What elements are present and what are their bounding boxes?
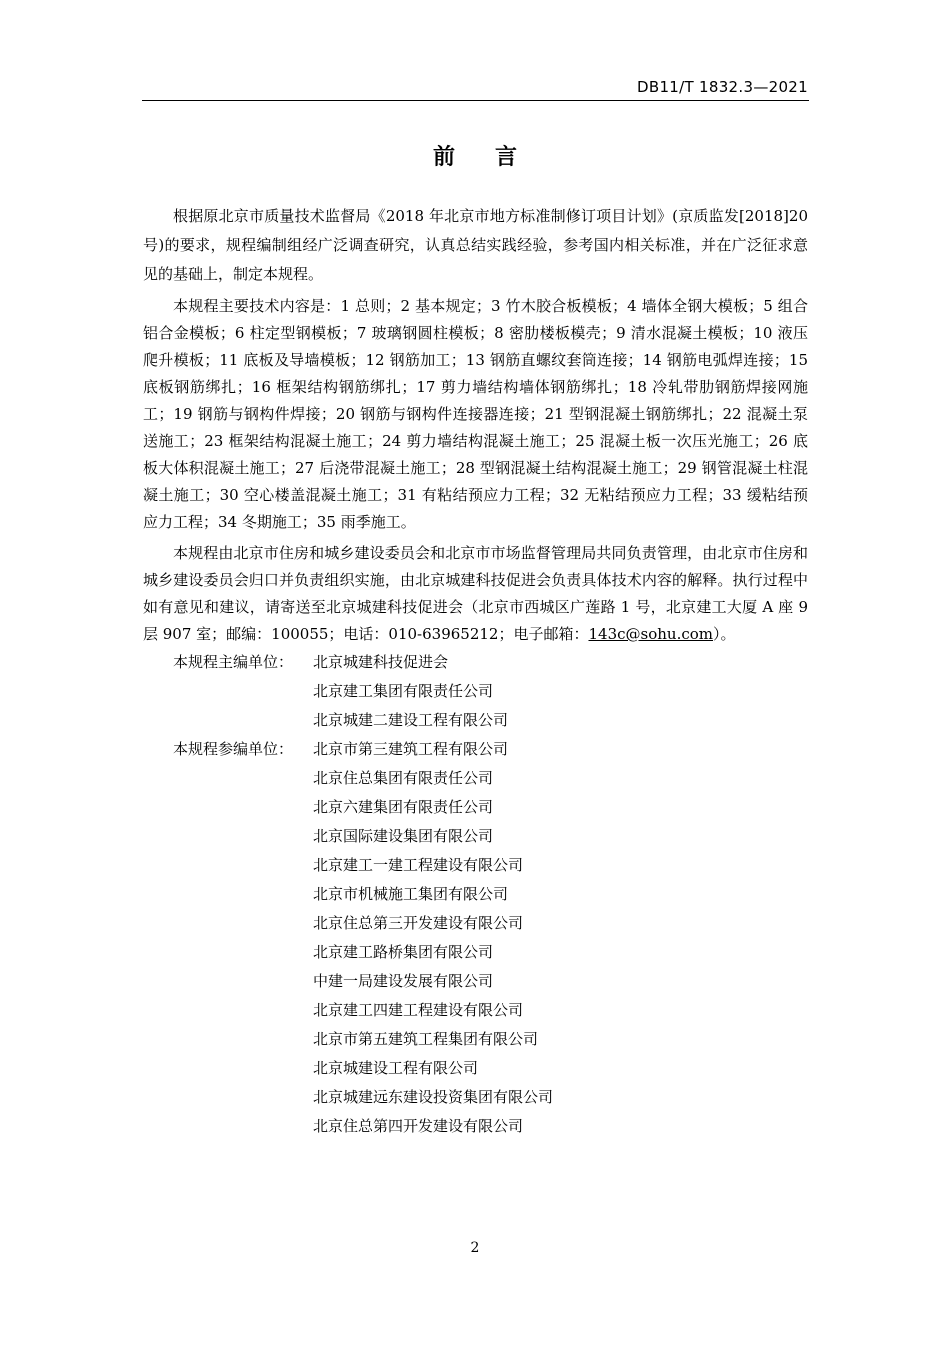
- unit-label-spacer: [143, 851, 313, 880]
- unit-label-spacer: [143, 793, 313, 822]
- unit-name: 北京市机械施工集团有限公司: [313, 885, 509, 903]
- unit-row: [143, 1112, 808, 1141]
- unit-row: [143, 851, 808, 880]
- paragraph-main-contents: 本规程主要技术内容是：1 总则；2 基本规定；3 竹木胶合板模板；4 墙体全钢大模板；5 组合铝合金模板；6 柱定型钢模板；7 玻璃钢圆柱模板；8 密肋楼板模壳；9 清水混凝土模板；10 液压爬升模板；11 底板及导墙模板；12 钢筋加工；13 钢筋直螺纹套筒连接；14 钢筋电弧焊连接；15 底板钢筋绑扎；16 框架结构钢筋绑扎；17 剪力墙结构墙体钢筋绑扎；18 冷轧带肋钢筋焊接网施工；19 钢筋与钢构件焊接；20 钢筋与钢构件连接器连接；21 型钢混凝土钢筋绑扎；22 混凝土泵送施工；23 框架结构混凝土施工；24 剪力墙结构混凝土施工；25 混凝土板一次压光施工；26 底板大体积混凝土施工；27 后浇带混凝土施工；28 型钢混凝土结构混凝土施工；29 钢管混凝土柱混凝土施工；30 空心楼盖混凝土施工；31 有粘结预应力工程；32 无粘结预应力工程；33 缓粘结预应力工程；34 冬期施工；35 雨季施工。: [143, 297, 808, 531]
- unit-label-spacer: [143, 1083, 313, 1112]
- unit-name: 北京城建设工程有限公司: [313, 1059, 479, 1077]
- unit-row: [143, 880, 808, 909]
- unit-name: 北京建工四建工程建设有限公司: [313, 1001, 524, 1019]
- unit-name: 北京建工一建工程建设有限公司: [313, 856, 524, 874]
- unit-label-spacer: [143, 967, 313, 996]
- email-link[interactable]: 143c@sohu.com: [588, 625, 713, 643]
- unit-row: [143, 735, 808, 764]
- unit-row: [143, 706, 808, 735]
- unit-name: 中建一局建设发展有限公司: [313, 972, 494, 990]
- unit-group-label: 本规程主编单位：: [173, 653, 294, 671]
- management-end: ）。: [713, 625, 736, 643]
- unit-label-spacer: [143, 764, 313, 793]
- document-body: [143, 202, 808, 1141]
- unit-label-spacer: [143, 1054, 313, 1083]
- unit-row: [143, 764, 808, 793]
- paragraph-management: [143, 540, 808, 648]
- unit-name: 北京住总第四开发建设有限公司: [313, 1117, 524, 1135]
- unit-row: [143, 677, 808, 706]
- unit-row: [143, 1083, 808, 1112]
- unit-row: [143, 938, 808, 967]
- page-title: 前言: [432, 145, 557, 170]
- unit-name: 北京住总第三开发建设有限公司: [313, 914, 524, 932]
- unit-group-label: 本规程参编单位：: [173, 740, 294, 758]
- unit-name: 北京城建科技促进会: [313, 653, 449, 671]
- unit-name: 北京城建二建设工程有限公司: [313, 711, 509, 729]
- unit-label-spacer: [143, 677, 313, 706]
- page-number: 2: [470, 1240, 480, 1256]
- unit-row: [143, 909, 808, 938]
- document-code: DB11/T 1832.3—2021: [637, 78, 808, 96]
- unit-name: 北京住总集团有限责任公司: [313, 769, 494, 787]
- unit-label-spacer: [143, 706, 313, 735]
- unit-row: [143, 822, 808, 851]
- unit-row: [143, 793, 808, 822]
- header-rule: [142, 100, 809, 101]
- unit-name: 北京建工路桥集团有限公司: [313, 943, 494, 961]
- unit-label-spacer: [143, 909, 313, 938]
- unit-row: [143, 1025, 808, 1054]
- unit-row: [143, 1054, 808, 1083]
- unit-row: [143, 648, 808, 677]
- unit-label-spacer: [143, 1025, 313, 1054]
- unit-label-spacer: [143, 1112, 313, 1141]
- unit-label-spacer: [143, 938, 313, 967]
- unit-row: [143, 967, 808, 996]
- unit-row: [143, 996, 808, 1025]
- unit-name: 北京建工集团有限责任公司: [313, 682, 494, 700]
- unit-name: 北京市第三建筑工程有限公司: [313, 740, 509, 758]
- unit-name: 北京国际建设集团有限公司: [313, 827, 494, 845]
- unit-name: 北京六建集团有限责任公司: [313, 798, 494, 816]
- unit-label-spacer: [143, 822, 313, 851]
- management-text: 本规程由北京市住房和城乡建设委员会和北京市市场监督管理局共同负责管理，由北京市住房和城乡建设委员会归口并负责组织实施，由北京城建科技促进会负责具体技术内容的解释。执行过程中如有意见和建议，请寄送至北京城建科技促进会（北京市西城区广莲路 1 号，北京建工大厦 A 座 9 层 907 室；邮编：100055；电话：010-63965212；电子邮箱：: [143, 544, 808, 643]
- paragraph-plan-basis: 根据原北京市质量技术监督局《2018 年北京市地方标准制修订项目计划》(京质监发[2018]20 号)的要求，规程编制组经广泛调查研究，认真总结实践经验，参考国内相关标准，并在广泛征求意见的基础上，制定本规程。: [143, 207, 808, 283]
- participating-units: [143, 735, 808, 1141]
- chief-units: [143, 648, 808, 735]
- unit-name: 北京市第五建筑工程集团有限公司: [313, 1030, 539, 1048]
- unit-label-spacer: [143, 996, 313, 1025]
- unit-label-spacer: [143, 880, 313, 909]
- unit-name: 北京城建远东建设投资集团有限公司: [313, 1088, 554, 1106]
